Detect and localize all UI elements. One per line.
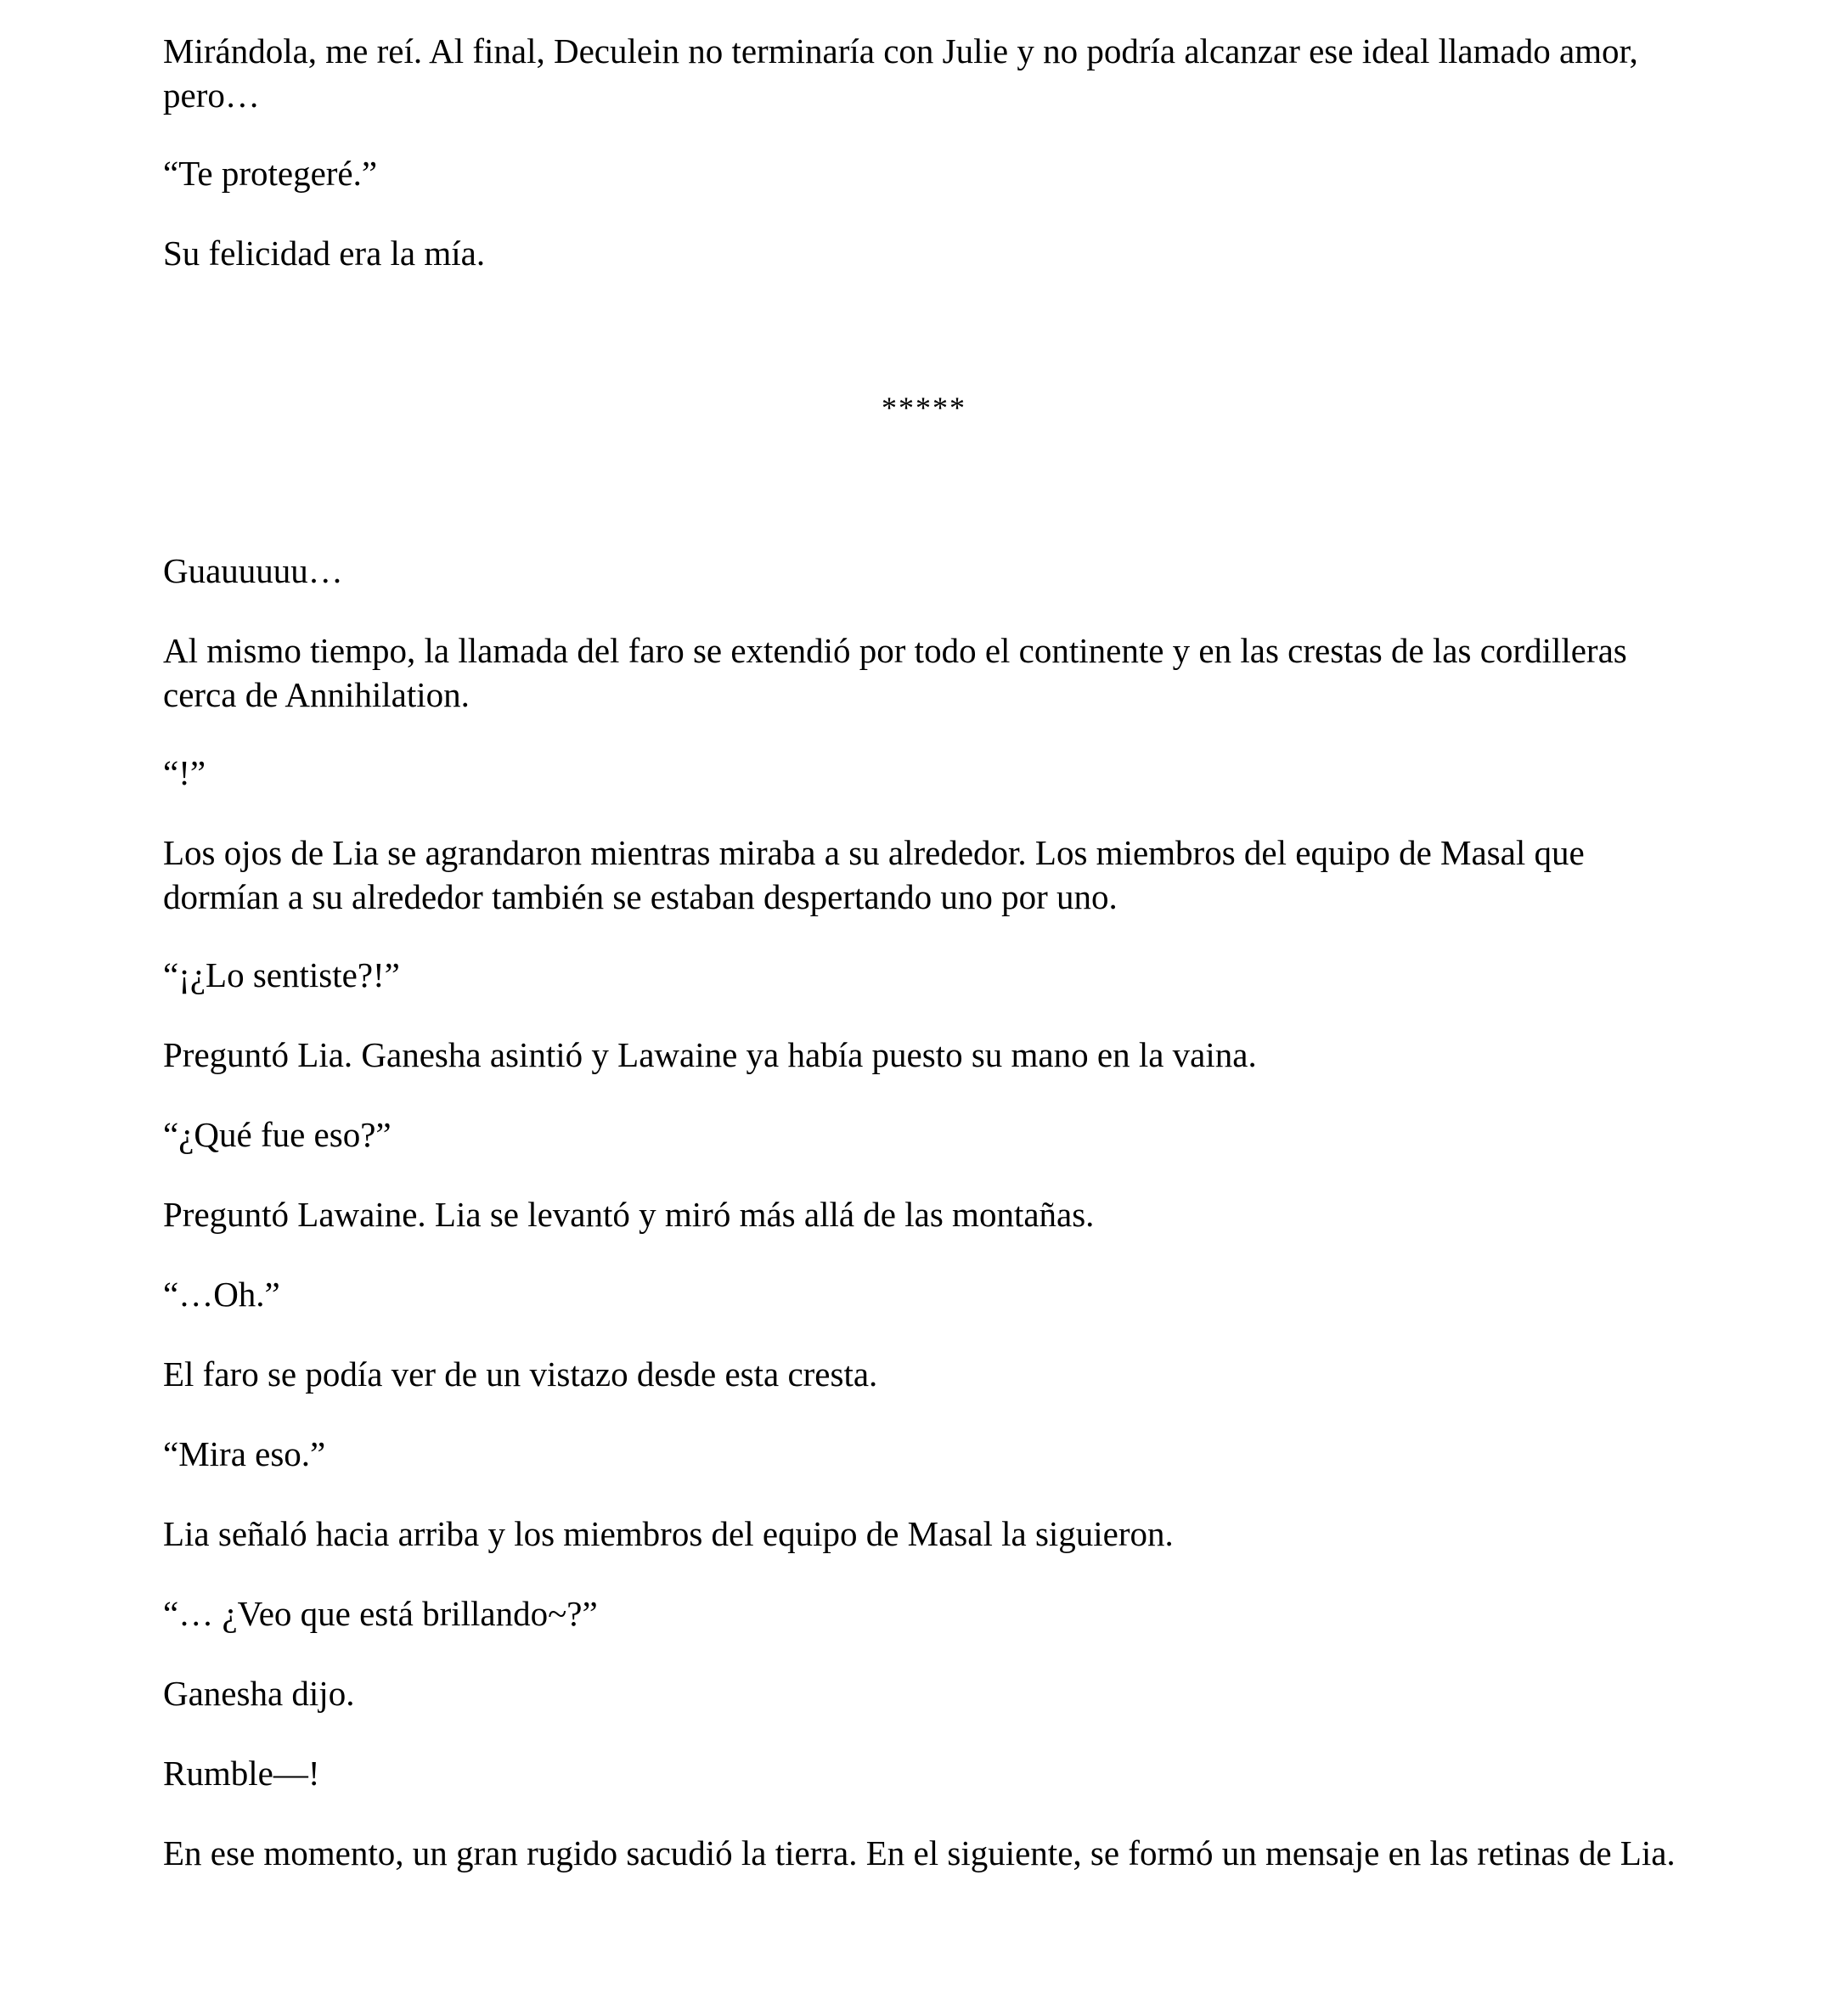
section-break: *****: [882, 391, 966, 425]
paragraph-16: “… ¿Veo que está brillando~?”: [163, 1594, 598, 1633]
paragraph-19: En ese momento, un gran rugido sacudió la tierra. En el siguiente, se formó un mensaje en las retinas de Lia.: [163, 1833, 1676, 1872]
paragraph-15: Lia señaló hacia arriba y los miembros del equipo de Masal la siguieron.: [163, 1514, 1174, 1553]
paragraph-2: “Te protegeré.”: [163, 154, 378, 193]
paragraph-3: Su felicidad era la mía.: [163, 234, 486, 273]
paragraph-7: Los ojos de Lia se agrandaron mientras miraba a su alrededor. Los miembros del equipo de Masal que dormían a su alrededor también se estaban despertando uno por uno.: [163, 833, 1585, 916]
paragraph-14: “Mira eso.”: [163, 1434, 326, 1473]
paragraph-5: Al mismo tiempo, la llamada del faro se extendió por todo el continente y en las crestas de las cordilleras cerca de Annihilation.: [163, 631, 1627, 714]
paragraph-11: Preguntó Lawaine. Lia se levantó y miró más allá de las montañas.: [163, 1195, 1095, 1234]
paragraph-6: “!”: [163, 753, 206, 792]
paragraph-13: El faro se podía ver de un vistazo desde esta cresta.: [163, 1354, 878, 1394]
paragraph-9: Preguntó Lia. Ganesha asintió y Lawaine ya había puesto su mano en la vaina.: [163, 1035, 1257, 1074]
paragraph-17: Ganesha dijo.: [163, 1674, 355, 1713]
paragraph-8: “¡¿Lo sentiste?!”: [163, 955, 400, 994]
paragraph-10: “¿Qué fue eso?”: [163, 1115, 392, 1154]
paragraph-12: “…Oh.”: [163, 1275, 280, 1314]
paragraph-4: Guauuuuu…: [163, 551, 343, 590]
paragraph-18: Rumble—!: [163, 1754, 320, 1793]
paragraph-1: Mirándola, me reí. Al final, Deculein no terminaría con Julie y no podría alcanzar ese ideal llamado amor, pero…: [163, 31, 1638, 115]
